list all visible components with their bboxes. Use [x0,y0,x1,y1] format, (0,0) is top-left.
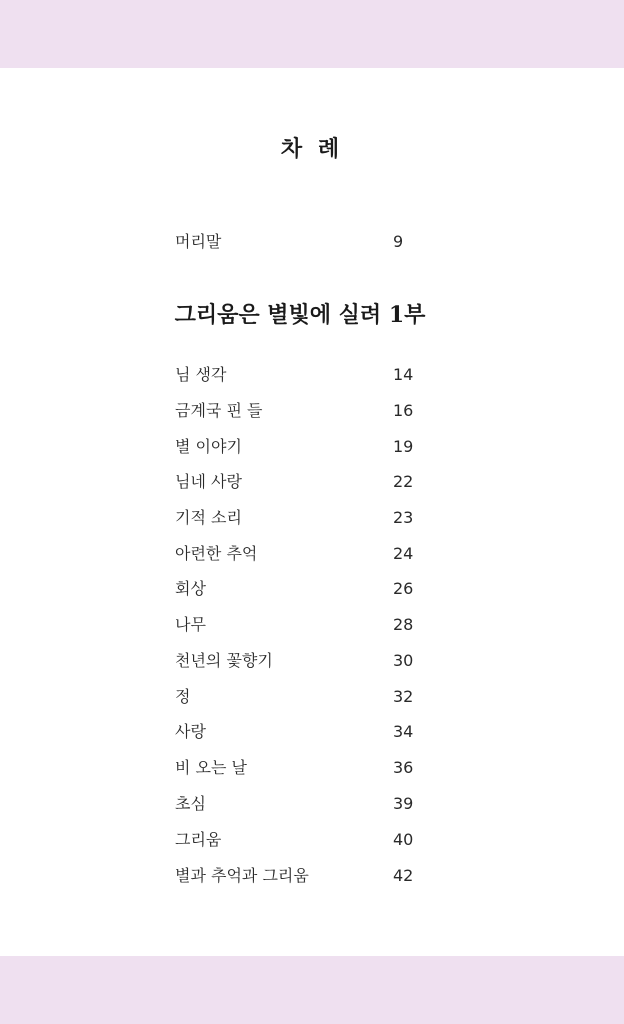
bottom-band [0,956,624,1024]
toc-entry [175,793,435,815]
toc-entry-title: 천년의 꽃향기 [175,651,273,670]
toc-entry-title: 그리움 [175,830,222,849]
toc-entry-page: 19 [393,437,414,456]
toc-entry [175,829,435,851]
toc-entry-page: 36 [393,758,414,777]
toc-entry-title: 기적 소리 [175,508,242,527]
toc-entry-preface [175,231,435,253]
section-title: 그리움은 별빛에 실려 1부 [174,302,426,328]
toc-entry-title: 별 이야기 [175,437,242,456]
toc-entry-page: 39 [393,794,414,813]
toc-entry-title: 초심 [175,794,206,813]
toc-entry-page: 32 [393,687,414,706]
toc-entry [175,400,435,422]
toc-entry-page: 34 [393,722,414,741]
toc-entry-page: 24 [393,544,414,563]
toc-entry-page: 22 [393,472,414,491]
toc-entry-title: 비 오는 날 [175,758,247,777]
toc-entry-title: 정 [175,687,191,706]
toc-entry-page: 14 [393,365,414,384]
toc-entry-title: 님네 사랑 [175,472,242,491]
toc-entry-title: 나무 [175,615,206,634]
page-title: 차 례 [280,136,344,162]
toc-entry-page: 23 [393,508,414,527]
top-band [0,0,624,68]
toc-entry [175,757,435,779]
toc-entry-title: 님 생각 [175,365,227,384]
toc-entry-title: 별과 추억과 그리움 [175,866,309,885]
toc-entry-title: 사랑 [175,722,206,741]
toc-entry [175,650,435,672]
toc-entry-page: 26 [393,579,414,598]
toc-entry-page: 9 [393,232,404,251]
toc-entry-page: 30 [393,651,414,670]
toc-entry [175,471,435,493]
toc-entry [175,543,435,565]
toc-entry [175,364,435,386]
toc-entry [175,686,435,708]
toc-entry [175,614,435,636]
toc-entry [175,507,435,529]
toc-entry-page: 40 [393,830,414,849]
toc-entry-title: 회상 [175,579,206,598]
toc-entry [175,578,435,600]
toc-entry [175,436,435,458]
toc-entry-title: 금계국 핀 들 [175,401,263,420]
toc-entry-page: 42 [393,866,414,885]
toc-entry [175,865,435,887]
toc-entry-title: 아련한 추억 [175,544,258,563]
toc-entry-title: 머리말 [175,232,222,251]
toc-entry-page: 16 [393,401,414,420]
toc-entry-page: 28 [393,615,414,634]
toc-entry [175,721,435,743]
